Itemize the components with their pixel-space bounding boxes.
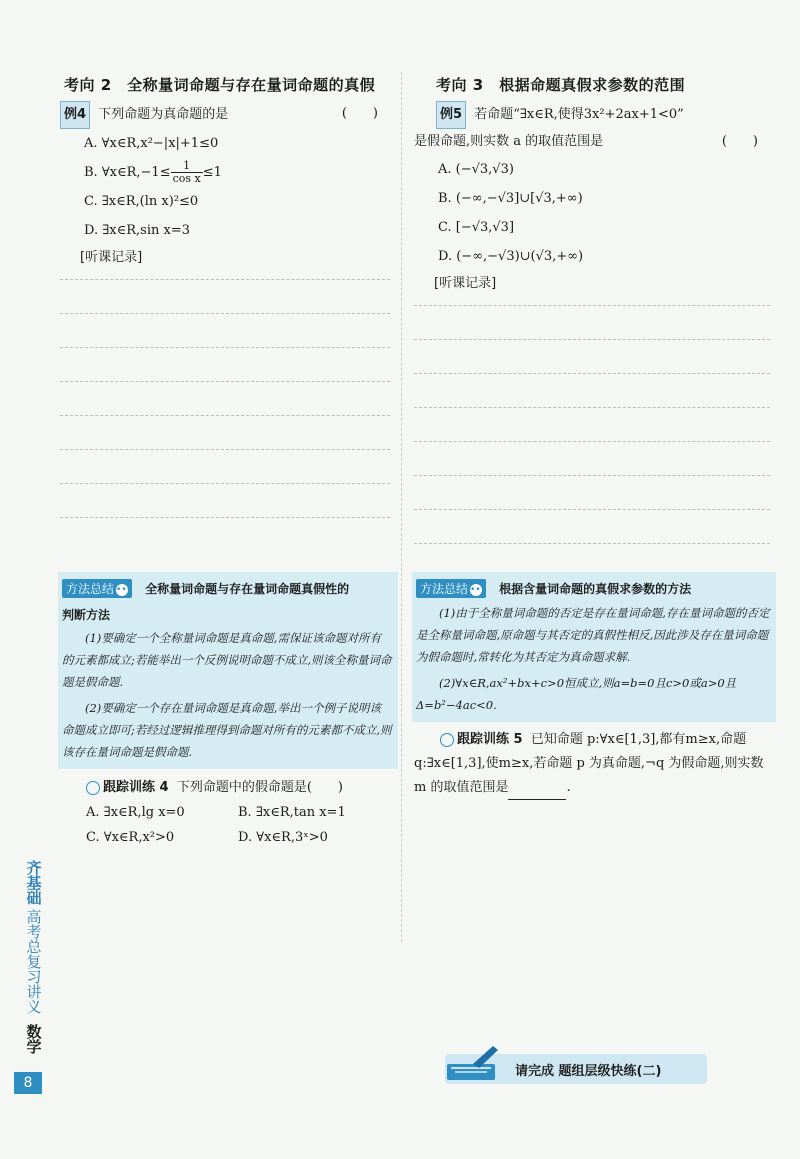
training-5 bbox=[414, 728, 770, 800]
note-line bbox=[60, 314, 390, 348]
method-badge: 方法总结 ••• bbox=[416, 579, 486, 598]
series-title: 高考总复习讲义 bbox=[24, 909, 43, 1014]
method-badge: 方法总结 ••• bbox=[62, 579, 132, 598]
option-a: A. ∀x∈R,x²−|x|+1≤0 bbox=[84, 136, 219, 151]
option-c: C. [−√3,√3] bbox=[438, 220, 515, 235]
fraction bbox=[171, 160, 203, 185]
column-divider bbox=[401, 72, 402, 942]
finish-banner-text: 请完成 题组层级快练(二) bbox=[515, 1064, 662, 1079]
training-icon bbox=[440, 733, 454, 747]
answer-blank[interactable] bbox=[508, 785, 566, 800]
option-b-prefix: B. ∀x∈R,−1≤ bbox=[84, 165, 171, 180]
training-5-text bbox=[414, 728, 770, 800]
training-label: 跟踪训练 5 bbox=[457, 732, 523, 747]
training-4-options-row-2 bbox=[60, 825, 390, 850]
note-line bbox=[60, 348, 390, 382]
section-title-2: 考向 2 全称量词命题与存在量词命题的真假 bbox=[64, 76, 376, 94]
note-line bbox=[414, 408, 770, 442]
left-column bbox=[60, 72, 390, 518]
pen-book-icon bbox=[443, 1042, 503, 1084]
answer-paren: ( ) bbox=[721, 134, 758, 149]
option-c: C. ∃x∈R,(ln x)²≤0 bbox=[84, 194, 199, 209]
note-line bbox=[60, 271, 390, 280]
question-text-2: 是假命题,则实数 a 的取值范围是 bbox=[414, 134, 604, 149]
method-paragraph-2: (2)∀x∈R,ax²+bx+c>0恒成立,则a=b=0且c>0或a>0且Δ=b²−4ac<0. bbox=[416, 676, 737, 712]
question-text-1: 若命题“∃x∈R,使得3x²+2ax+1<0” bbox=[474, 107, 684, 122]
note-line bbox=[414, 442, 770, 476]
fraction-denominator: cos x bbox=[172, 172, 201, 185]
notes-header: [听课记录] bbox=[434, 276, 497, 291]
note-line bbox=[60, 484, 390, 518]
training-label: 跟踪训练 4 bbox=[103, 780, 169, 795]
training-icon bbox=[86, 781, 100, 795]
note-line bbox=[60, 416, 390, 450]
option-c: C. ∀x∈R,x²>0 bbox=[86, 830, 175, 845]
method-paragraph-1: (1)由于全称量词命题的否定是存在量词命题,存在量词命题的否定是全称量词命题,原命题与其否定的真假性相反,因此涉及存在量词命题为假命题时,常转化为其否定为真命题求解. bbox=[416, 606, 770, 664]
brand-logo: 齐基础 bbox=[24, 860, 43, 905]
notes-lines bbox=[60, 271, 390, 518]
option-b bbox=[60, 158, 390, 187]
example-tag: 例4 bbox=[60, 101, 90, 129]
option-a: A. ∃x∈R,lg x=0 bbox=[86, 805, 185, 820]
training-end: . bbox=[566, 780, 571, 795]
method-paragraph-1: (1)要确定一个全称量词命题是真命题,需保证该命题对所有的元素都成立;若能举出一个反例说明命题不成立,则该全称量词命题是假命题. bbox=[62, 631, 392, 689]
note-line bbox=[414, 340, 770, 374]
section-title-3: 考向 3 根据命题真假求参数的范围 bbox=[436, 76, 686, 94]
method-summary-right bbox=[412, 572, 776, 722]
example-5-question-cont bbox=[414, 129, 770, 155]
example-4-question bbox=[60, 101, 390, 129]
note-line bbox=[414, 374, 770, 408]
page-number: 8 bbox=[14, 1072, 42, 1094]
method-title-cont: 判断方法 bbox=[62, 608, 111, 622]
note-line bbox=[60, 450, 390, 484]
question-text: 下列命题为真命题的是 bbox=[98, 107, 229, 122]
training-question: 已知命题 p:∀x∈[1,3],都有m≥x,命题 q:∃x∈[1,3],使m≥x,若命题 p 为真命题,¬q 为假命题,则实数 m 的取值范围是 bbox=[414, 732, 764, 795]
example-tag: 例5 bbox=[436, 101, 466, 129]
example-5-question bbox=[414, 101, 770, 129]
method-summary-left bbox=[58, 572, 398, 769]
fraction-numerator: 1 bbox=[171, 160, 203, 173]
option-b-suffix: ≤1 bbox=[202, 165, 222, 180]
notes-header: [听课记录] bbox=[80, 250, 143, 265]
option-b: B. (−∞,−√3]∪[√3,+∞) bbox=[438, 191, 583, 206]
chat-icon: ••• bbox=[116, 584, 132, 595]
note-line bbox=[60, 382, 390, 416]
note-line bbox=[60, 280, 390, 314]
training-4-question bbox=[60, 776, 390, 800]
subject-label: 数学 bbox=[24, 1024, 43, 1054]
side-tab bbox=[20, 860, 46, 1054]
notes-lines bbox=[414, 297, 770, 544]
training-question: 下列命题中的假命题是( ) bbox=[176, 780, 343, 795]
right-column bbox=[414, 72, 770, 544]
finish-banner[interactable] bbox=[445, 1054, 707, 1084]
note-line bbox=[414, 306, 770, 340]
chat-icon: ••• bbox=[470, 584, 486, 595]
training-4 bbox=[60, 776, 390, 850]
option-b: B. ∃x∈R,tan x=1 bbox=[238, 805, 346, 820]
option-d: D. (−∞,−√3)∪(√3,+∞) bbox=[438, 249, 584, 264]
option-d: D. ∃x∈R,sin x=3 bbox=[84, 223, 190, 238]
note-line bbox=[414, 510, 770, 544]
answer-paren: ( ) bbox=[341, 106, 378, 121]
note-line bbox=[414, 476, 770, 510]
method-title: 全称量词命题与存在量词命题真假性的 bbox=[145, 582, 350, 596]
option-a: A. (−√3,√3) bbox=[438, 162, 514, 177]
training-4-options-row-1 bbox=[60, 800, 390, 825]
note-line bbox=[414, 297, 770, 306]
option-d: D. ∀x∈R,3ˣ>0 bbox=[238, 830, 328, 845]
method-title: 根据含量词命题的真假求参数的方法 bbox=[499, 582, 692, 596]
method-paragraph-2: (2)要确定一个存在量词命题是真命题,举出一个例子说明该命题成立即可;若经过逻辑推理得到命题对所有的元素都不成立,则该存在量词命题是假命题. bbox=[62, 701, 392, 759]
